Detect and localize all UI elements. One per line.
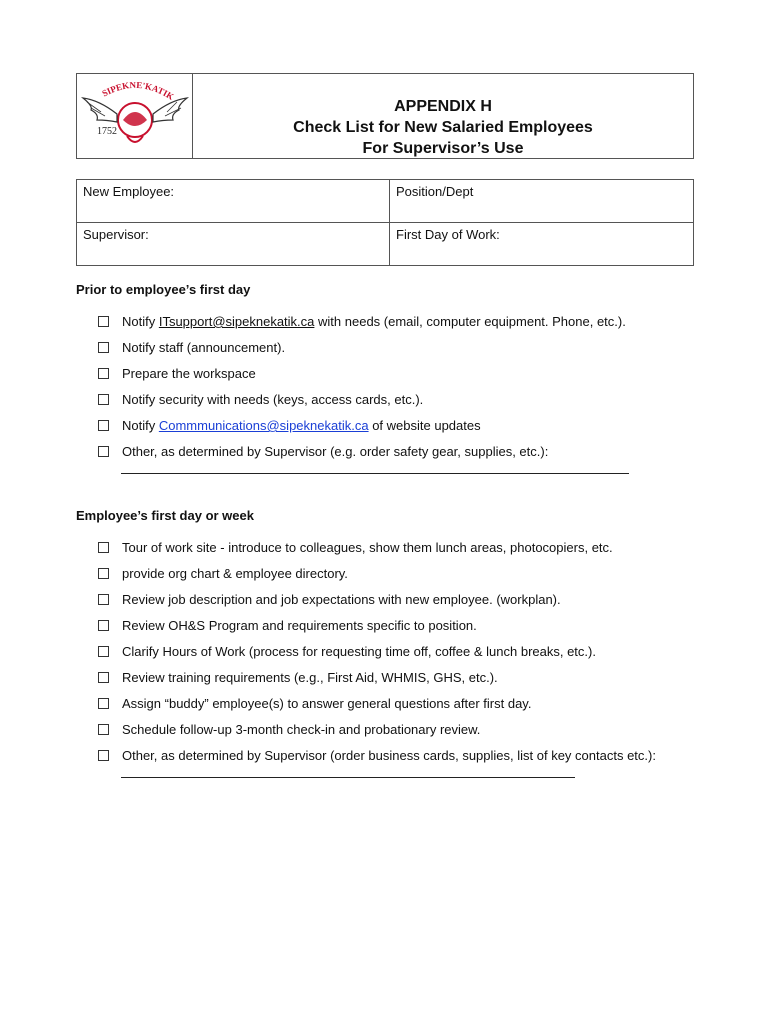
- list-item: Notify security with needs (keys, access cards, etc.).: [98, 392, 708, 418]
- checkbox[interactable]: [98, 420, 109, 431]
- checkbox[interactable]: [98, 646, 109, 657]
- logo-arc-text: SIPEKNE'KATIK: [100, 79, 176, 102]
- checkbox[interactable]: [98, 698, 109, 709]
- list-item: Tour of work site - introduce to colleagues, show them lunch areas, photocopiers, etc.: [98, 540, 708, 566]
- prior-checklist: [98, 314, 708, 480]
- checkbox[interactable]: [98, 568, 109, 579]
- fill-in-line[interactable]: [121, 462, 708, 480]
- supervisor-field[interactable]: Supervisor:: [77, 223, 390, 266]
- list-item: Review OH&S Program and requirements specific to position.: [98, 618, 708, 644]
- checklist-title: Check List for New Salaried Employees: [293, 119, 593, 136]
- itsupport-email-link[interactable]: ITsupport@sipeknekatik.ca: [158, 314, 315, 329]
- fill-in-line[interactable]: [121, 766, 708, 784]
- list-item: Review training requirements (e.g., First Aid, WHMIS, GHS, etc.).: [98, 670, 708, 696]
- list-item: Notify Commmunications@sipeknekatik.ca of website updates: [98, 418, 708, 444]
- title-cell: [193, 74, 693, 158]
- checkbox[interactable]: [98, 672, 109, 683]
- logo-cell: [77, 74, 193, 158]
- employee-info-table: [76, 179, 694, 266]
- checklist-subtitle: For Supervisor’s Use: [362, 140, 524, 157]
- checkbox[interactable]: [98, 542, 109, 553]
- section-prior-heading: Prior to employee’s first day: [76, 282, 251, 297]
- svg-text:SIPEKNE'KATIK: [100, 80, 175, 102]
- list-item: Notify ITsupport@sipeknekatik.ca with needs (email, computer equipment. Phone, etc.).: [98, 314, 708, 340]
- list-item: Other, as determined by Supervisor (order business cards, supplies, list of key contacts etc.):: [98, 748, 708, 774]
- checkbox[interactable]: [98, 316, 109, 327]
- communications-email-link[interactable]: Commmunications@sipeknekatik.ca: [158, 418, 369, 433]
- checkbox[interactable]: [98, 620, 109, 631]
- position-dept-field[interactable]: Position/Dept: [390, 180, 694, 223]
- list-item: Schedule follow-up 3-month check-in and probationary review.: [98, 722, 708, 748]
- new-employee-field[interactable]: New Employee:: [77, 180, 390, 223]
- checkbox[interactable]: [98, 594, 109, 605]
- checkbox[interactable]: [98, 724, 109, 735]
- logo-year: 1752: [97, 126, 117, 137]
- checkbox[interactable]: [98, 368, 109, 379]
- sipeknekatik-logo: [77, 74, 192, 158]
- checkbox[interactable]: [98, 446, 109, 457]
- section-first-week-heading: Employee’s first day or week: [76, 508, 254, 523]
- checkbox[interactable]: [98, 342, 109, 353]
- list-item: Notify staff (announcement).: [98, 340, 708, 366]
- list-item: Review job description and job expectations with new employee. (workplan).: [98, 592, 708, 618]
- first-day-field[interactable]: First Day of Work:: [390, 223, 694, 266]
- list-item: Other, as determined by Supervisor (e.g. order safety gear, supplies, etc.):: [98, 444, 708, 470]
- list-item: Clarify Hours of Work (process for requesting time off, coffee & lunch breaks, etc.).: [98, 644, 708, 670]
- first-week-checklist: [98, 540, 708, 784]
- header-box: [76, 73, 694, 159]
- checkbox[interactable]: [98, 394, 109, 405]
- checkbox[interactable]: [98, 750, 109, 761]
- list-item: Prepare the workspace: [98, 366, 708, 392]
- list-item: provide org chart & employee directory.: [98, 566, 708, 592]
- appendix-title: APPENDIX H: [394, 98, 492, 115]
- list-item: Assign “buddy” employee(s) to answer general questions after first day.: [98, 696, 708, 722]
